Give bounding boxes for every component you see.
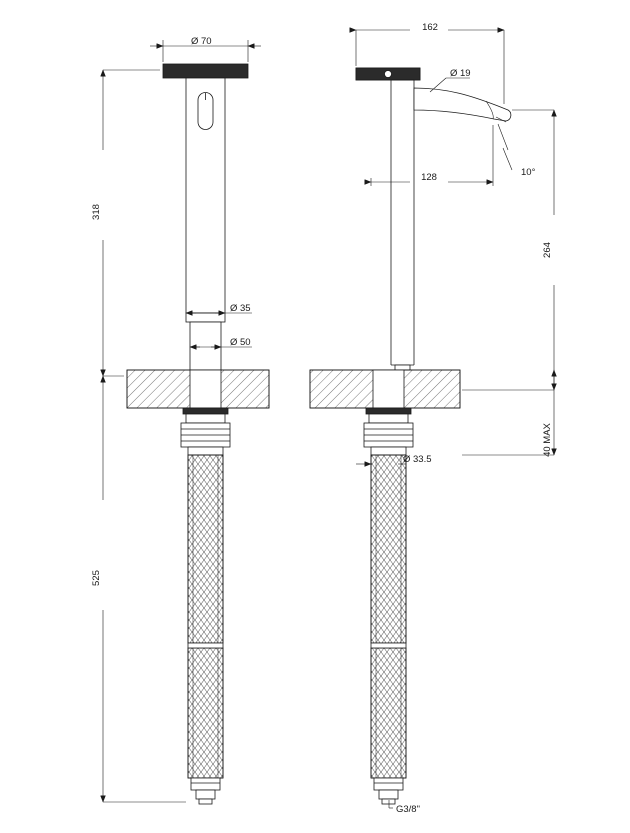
side-view-geometry: [310, 68, 511, 804]
dim-label-d35: Ø 35: [230, 303, 251, 314]
dim-label-10deg: 10°: [521, 167, 536, 178]
front-view-geometry: [127, 64, 269, 804]
dim-label-264: 264: [542, 242, 553, 258]
dim-label-162: 162: [422, 22, 438, 33]
dim-label-128: 128: [421, 172, 437, 183]
dim-label-d335: Ø 33.5: [403, 454, 432, 465]
dim-label-318: 318: [91, 204, 102, 220]
dim-label-d50: Ø 50: [230, 337, 251, 348]
dim-label-525: 525: [91, 570, 102, 586]
dim-label-40max: 40 MAX: [542, 423, 553, 457]
dimension-labels: [91, 22, 553, 815]
dim-label-g38: G3/8": [396, 804, 420, 815]
dim-label-d70: Ø 70: [191, 36, 212, 47]
dim-label-d19: Ø 19: [450, 68, 471, 79]
front-view-dimensions: [103, 40, 261, 802]
